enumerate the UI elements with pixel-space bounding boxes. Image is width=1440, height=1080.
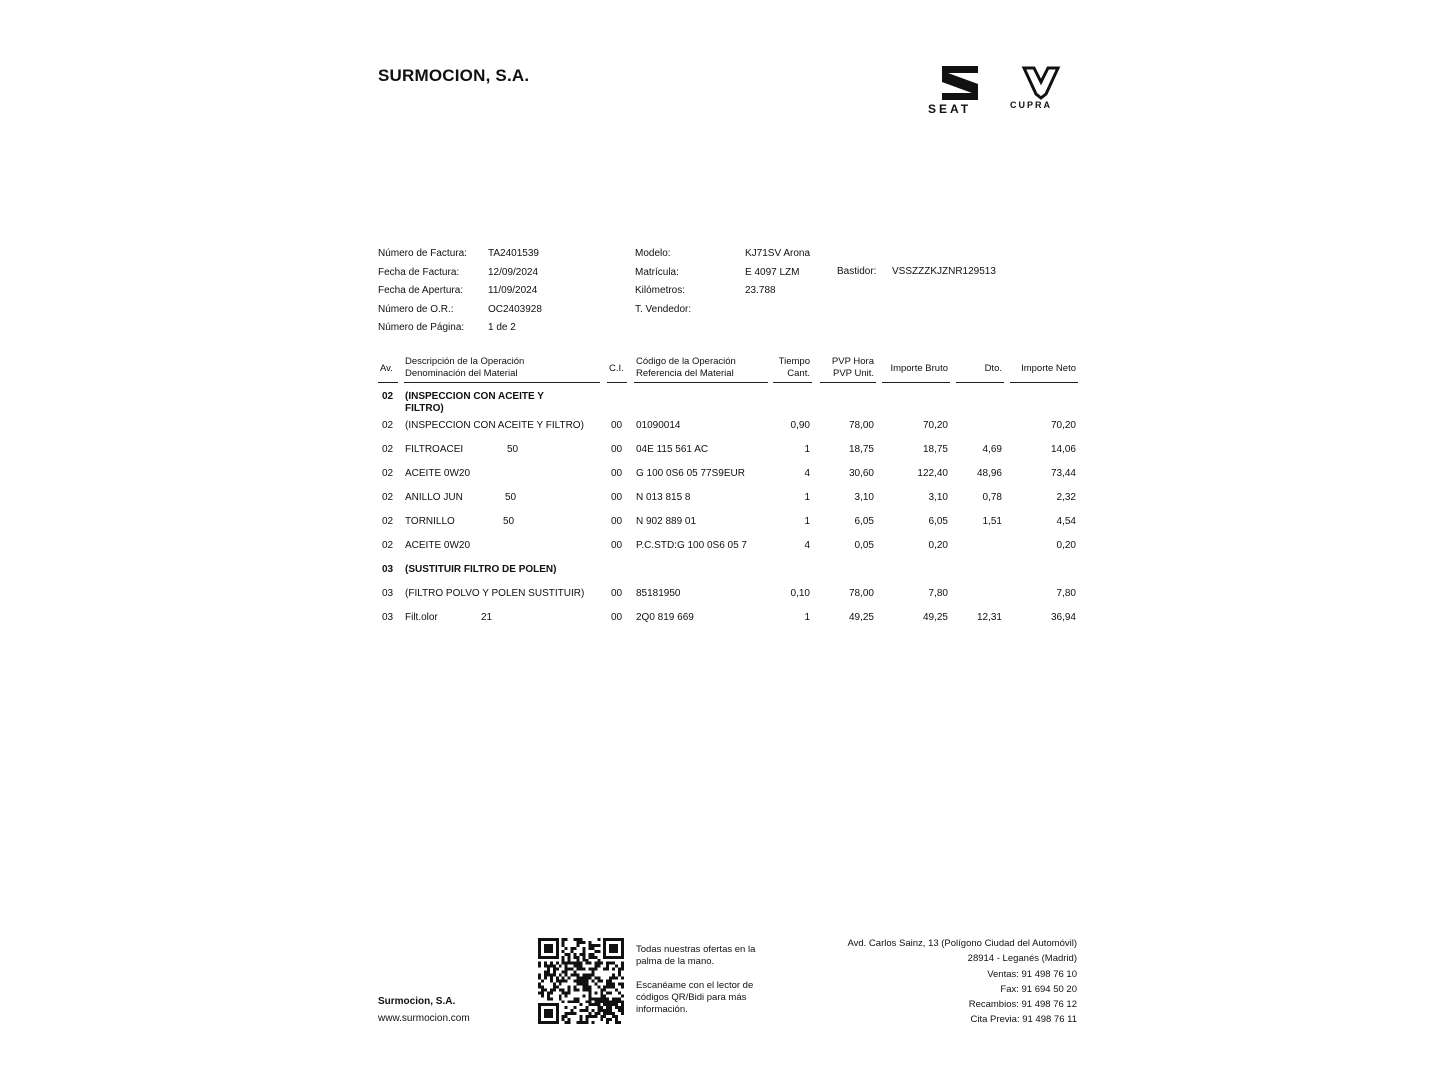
col-header-av: Av. [380, 363, 393, 374]
cell-desc: FILTROACEI [405, 444, 464, 455]
chassis-label: Bastidor: [837, 266, 877, 277]
qr-scan-text: Escanéame con el lector de códigos QR/Bidi para más información. [636, 980, 754, 1015]
info-value: OC2403928 [488, 303, 542, 315]
header-rule [882, 382, 950, 383]
info-label: T. Vendedor: [635, 303, 692, 315]
cell-neto: 2,32 [1056, 492, 1076, 503]
address-line: Avd. Carlos Sainz, 13 (Polígono Ciudad del Automóvil) [847, 938, 1077, 949]
cell-dto: 12,31 [976, 612, 1002, 623]
col-header-neto: Importe Neto [1021, 363, 1076, 374]
cell-pvp: 30,60 [848, 468, 874, 479]
cell-code: N 902 889 01 [636, 516, 697, 527]
cell-time: 4 [804, 540, 810, 551]
address-line: 28914 - Leganés (Madrid) [967, 953, 1077, 965]
col-header-desc-line2: Denominación del Material [405, 368, 518, 379]
cell-av: 02 [382, 468, 394, 479]
info-value: 11/09/2024 [488, 285, 538, 296]
info-label: Número de Página: [378, 322, 465, 333]
info-row [378, 301, 542, 320]
col-header-code-line1: Código de la Operación [636, 356, 736, 367]
cell-time: 4 [804, 468, 810, 479]
header-rule [634, 382, 768, 383]
col-header-code [636, 356, 736, 380]
info-row [378, 282, 542, 301]
cell-av: 02 [382, 391, 394, 402]
invoice-info-left [378, 245, 542, 338]
footer-address [847, 936, 1077, 1028]
cell-desc: TORNILLO [405, 516, 455, 527]
cell-time: 1 [804, 612, 810, 623]
info-label: Matrícula: [635, 266, 679, 278]
cell-ci: 00 [611, 516, 623, 527]
cell-neto: 73,44 [1050, 468, 1076, 479]
cell-ci: 00 [611, 612, 623, 623]
cell-av: 02 [382, 420, 394, 431]
header-rule [956, 382, 1004, 383]
company-name: SURMOCION, S.A. [378, 66, 530, 85]
cell-neto: 0,20 [1056, 540, 1076, 551]
cell-neto: 14,06 [1050, 444, 1076, 455]
cell-code: 85181950 [636, 588, 681, 599]
cell-ci: 00 [611, 444, 623, 455]
cell-code: G 100 0S6 05 77S9EUR [636, 468, 745, 479]
col-header-bruto: Importe Bruto [890, 363, 948, 374]
col-header-time-line2: Cant. [787, 368, 810, 379]
address-line: Ventas: 91 498 76 10 [987, 968, 1077, 980]
cell-bruto: 0,20 [928, 540, 948, 551]
seat-brand-label: SEAT [928, 102, 972, 116]
cell-pvp: 3,10 [854, 492, 874, 503]
info-row [635, 301, 810, 320]
cell-qty-note: 50 [505, 492, 517, 503]
footer-website: www.surmocion.com [378, 1013, 470, 1024]
chassis-value: VSSZZZKJZNR129513 [892, 266, 996, 277]
cell-time: 0,90 [790, 420, 810, 431]
cell-code: 01090014 [636, 420, 681, 431]
info-label: Kilómetros: [635, 285, 686, 296]
col-header-pvp [822, 356, 874, 380]
cell-dto: 48,96 [976, 468, 1002, 479]
cell-pvp: 78,00 [848, 588, 874, 599]
info-value: TA2401539 [488, 248, 539, 259]
cell-qty-note: 50 [507, 444, 519, 455]
cell-time: 1 [804, 516, 810, 527]
address-line: Fax: 91 694 50 20 [1000, 983, 1077, 995]
cell-desc: ANILLO JUN [405, 492, 463, 503]
cell-pvp: 0,05 [854, 540, 874, 551]
info-row [378, 264, 542, 283]
header-rule [404, 382, 600, 383]
info-label: Modelo: [635, 248, 671, 259]
col-header-ci: C.I. [609, 363, 624, 374]
qr-code-icon [538, 938, 624, 1024]
cell-desc: (SUSTITUIR FILTRO DE POLEN) [405, 564, 557, 575]
cell-ci: 00 [611, 588, 623, 599]
address-line: Cita Previa: 91 498 76 11 [970, 1014, 1077, 1026]
cell-av: 03 [382, 612, 394, 623]
header-rule [607, 382, 627, 383]
col-header-desc [405, 356, 524, 380]
cell-bruto: 122,40 [917, 468, 948, 479]
cell-bruto: 6,05 [928, 516, 948, 527]
cell-dto: 4,69 [982, 444, 1002, 455]
cell-bruto: 49,25 [922, 612, 948, 623]
cell-desc: (INSPECCION CON ACEITE Y FILTRO) [405, 391, 544, 414]
cell-desc: (FILTRO POLVO Y POLEN SUSTITUIR) [405, 588, 585, 599]
info-label: Número de O.R.: [378, 303, 454, 315]
cell-neto: 7,80 [1056, 588, 1076, 599]
cell-desc: ACEITE 0W20 [405, 468, 471, 479]
info-value: KJ71SV Arona [745, 248, 811, 259]
col-header-dto: Dto. [984, 363, 1002, 374]
info-value: E 4097 LZM [745, 266, 800, 278]
col-header-time [766, 356, 810, 380]
cell-ci: 00 [611, 540, 623, 551]
info-row [378, 245, 542, 264]
cell-code: N 013 815 8 [636, 492, 691, 503]
cell-pvp: 18,75 [848, 444, 874, 455]
cell-qty-note: 21 [481, 612, 493, 623]
cell-code: 04E 115 561 AC [636, 444, 709, 455]
info-row [635, 264, 810, 283]
header-rule [820, 382, 876, 383]
cell-bruto: 3,10 [928, 492, 948, 503]
cell-ci: 00 [611, 420, 623, 431]
cell-neto: 70,20 [1050, 420, 1076, 431]
cell-time: 1 [804, 492, 810, 503]
cell-av: 02 [382, 540, 394, 551]
cupra-brand-label: CUPRA [1010, 100, 1053, 110]
chassis-info [837, 263, 996, 282]
cell-av: 03 [382, 588, 394, 599]
header-rule [1010, 382, 1078, 383]
footer-company-name: Surmocion, S.A. [378, 996, 456, 1007]
cell-av: 02 [382, 516, 394, 527]
cell-av: 03 [382, 564, 394, 575]
vehicle-info [635, 245, 810, 319]
cell-desc: Filt.olor [405, 612, 438, 623]
cell-time: 1 [804, 444, 810, 455]
cell-ci: 00 [611, 468, 623, 479]
info-label: Número de Factura: [378, 248, 467, 259]
header-rule [773, 382, 812, 383]
info-value: 12/09/2024 [488, 266, 539, 278]
cell-desc: ACEITE 0W20 [405, 540, 471, 551]
cell-bruto: 70,20 [922, 420, 948, 431]
info-label: Fecha de Apertura: [378, 285, 464, 296]
cell-pvp: 78,00 [848, 420, 874, 431]
info-value: 1 de 2 [488, 322, 516, 333]
info-row [635, 245, 810, 264]
cell-ci: 00 [611, 492, 623, 503]
info-label: Fecha de Factura: [378, 266, 460, 278]
cell-bruto: 7,80 [928, 588, 948, 599]
col-header-desc-line1: Descripción de la Operación [405, 356, 525, 367]
cell-code: 2Q0 819 669 [636, 612, 694, 623]
cell-av: 02 [382, 492, 394, 503]
cell-dto: 0,78 [982, 492, 1002, 503]
cell-dto: 1,51 [982, 516, 1002, 527]
info-value: 23.788 [745, 285, 776, 296]
address-line: Recambios: 91 498 76 12 [968, 999, 1077, 1011]
cell-neto: 4,54 [1056, 516, 1076, 527]
col-header-code-line2: Referencia del Material [636, 368, 734, 379]
cell-qty-note: 50 [503, 516, 515, 527]
info-row [635, 282, 810, 301]
cell-pvp: 6,05 [854, 516, 874, 527]
cell-time: 0,10 [790, 588, 810, 599]
col-header-pvp-line1: PVP Hora [831, 356, 874, 367]
cell-av: 02 [382, 444, 394, 455]
header-rule [378, 382, 398, 383]
col-header-time-line1: Tiempo [778, 356, 810, 367]
info-row [378, 319, 542, 338]
cell-bruto: 18,75 [922, 444, 948, 455]
cell-code: P.C.STD:G 100 0S6 05 7 [636, 540, 747, 551]
cell-desc: (INSPECCION CON ACEITE Y FILTRO) [405, 420, 584, 431]
col-header-pvp-line2: PVP Unit. [832, 368, 874, 379]
cell-neto: 36,94 [1050, 612, 1076, 623]
qr-offer-text: Todas nuestras ofertas en la palma de la mano. [636, 944, 756, 967]
cell-pvp: 49,25 [848, 612, 874, 623]
